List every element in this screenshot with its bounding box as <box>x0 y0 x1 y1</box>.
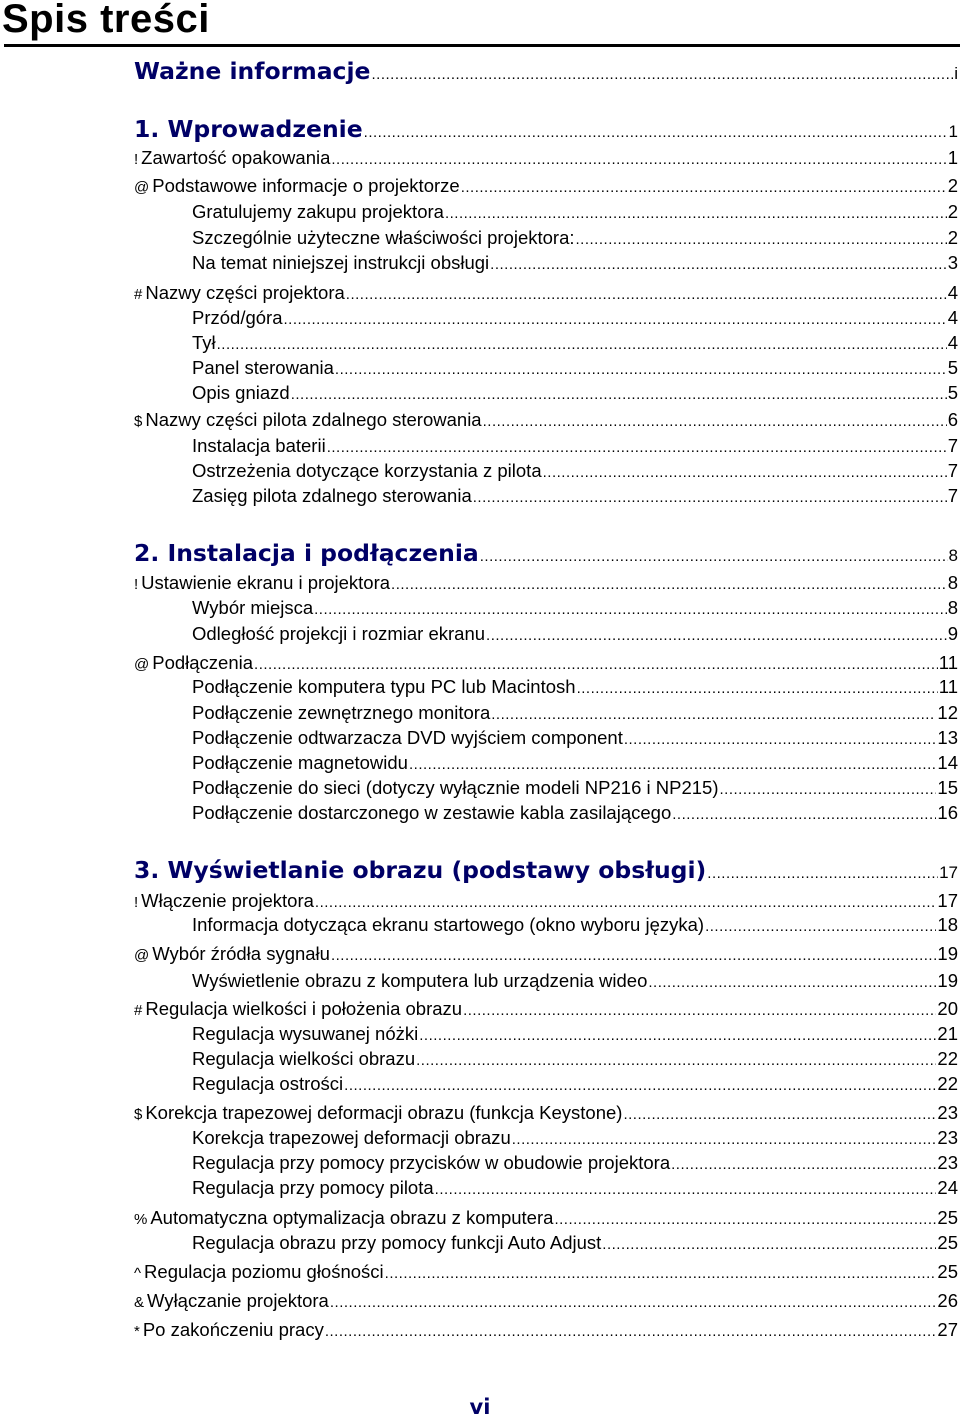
dot-leader <box>461 176 947 200</box>
toc-entry[interactable] <box>134 942 958 968</box>
toc-entry-page: 1 <box>947 147 958 168</box>
toc-entry-page: 17 <box>937 890 958 911</box>
toc-entry[interactable] <box>134 356 958 382</box>
toc-entry-page: 2 <box>947 227 958 248</box>
dot-leader <box>284 308 947 332</box>
toc-entry-marker: @ <box>134 656 150 673</box>
toc-entry-label: Korekcja trapezowej deformacji obrazu (funkcja Keystone) <box>145 1102 623 1123</box>
toc-entry-page: 27 <box>937 1319 958 1340</box>
toc-entry-label: Podłączenie odtwarzacza DVD wyjściem component <box>192 727 623 748</box>
toc-entry-marker: * <box>134 1323 140 1340</box>
toc-entry-page: 2 <box>947 201 958 222</box>
dot-leader <box>291 383 947 407</box>
dot-leader <box>491 703 936 727</box>
toc-entry[interactable] <box>134 997 958 1023</box>
toc-entry[interactable] <box>134 596 958 622</box>
toc-entry-page: 24 <box>937 1177 958 1198</box>
toc-entry-page: 8 <box>947 597 958 618</box>
toc-entry-page: 7 <box>947 460 958 481</box>
toc-entry-label: 3. Wyświetlanie obrazu (podstawy obsługi) <box>134 856 707 884</box>
toc-entry-label: Włączenie projektora <box>141 890 314 911</box>
title-rule <box>4 44 960 47</box>
toc-entry-page: 25 <box>937 1232 958 1253</box>
toc-entry-marker: ! <box>134 151 139 168</box>
toc-entry-marker: % <box>134 1211 148 1228</box>
toc-entry[interactable] <box>134 1176 958 1202</box>
dot-leader <box>409 753 936 777</box>
toc-entry[interactable] <box>134 913 958 939</box>
toc-entry-label: Na temat niniejszej instrukcji obsługi <box>192 252 490 273</box>
toc-entry-page: 7 <box>947 485 958 506</box>
toc-entry-marker: @ <box>134 947 150 964</box>
toc-entry-page: i <box>954 64 958 83</box>
toc-entry-label: Ostrzeżenia dotyczące korzystania z pilota <box>192 460 542 481</box>
toc-entry-label: Odległość projekcji i rozmiar ekranu <box>192 623 486 644</box>
toc-entry-label: Nazwy części projektora <box>145 282 345 303</box>
dot-leader <box>705 915 936 939</box>
toc-entry[interactable] <box>134 226 958 252</box>
toc-entry-label: Automatyczna optymalizacja obrazu z komputera <box>150 1207 554 1228</box>
toc-entry-label: Ustawienie ekranu i projektora <box>141 572 391 593</box>
toc-entry-marker: ! <box>134 894 139 911</box>
toc-entry[interactable] <box>134 969 958 995</box>
toc-entry[interactable] <box>134 1126 958 1152</box>
toc-entry-page: 12 <box>937 702 958 723</box>
dot-leader <box>672 803 936 827</box>
toc-entry[interactable] <box>134 114 958 148</box>
toc-entry-label: Gratulujemy zakupu projektora <box>192 201 444 222</box>
toc-entry-page: 5 <box>947 382 958 403</box>
toc-entry-label: Podłączenie magnetowidu <box>192 752 408 773</box>
dot-leader <box>331 944 936 968</box>
dot-leader <box>483 410 947 434</box>
dot-leader <box>217 333 947 357</box>
dot-leader <box>419 1024 936 1048</box>
toc-entry-marker: & <box>134 1294 145 1311</box>
toc-entry[interactable] <box>134 1289 958 1315</box>
toc-entry-label: Podłączenie komputera typu PC lub Macintosh <box>192 676 576 697</box>
dot-leader <box>512 1128 937 1152</box>
toc-entry[interactable] <box>134 251 958 277</box>
toc-entry-page: 3 <box>947 252 958 273</box>
dot-leader <box>473 486 947 510</box>
toc-entry-label: Regulacja wielkości obrazu <box>192 1048 416 1069</box>
toc-entry-page: 15 <box>937 777 958 798</box>
toc-entry-page: 25 <box>937 1207 958 1228</box>
dot-leader <box>371 60 953 90</box>
toc-entry-label: Podłączenie dostarczonego w zestawie kabla zasilającego <box>192 802 672 823</box>
toc-entry[interactable] <box>134 538 958 572</box>
dot-leader <box>331 148 946 172</box>
toc-entry-page: 22 <box>937 1073 958 1094</box>
toc-entry-marker: # <box>134 286 143 303</box>
toc-entry-label: Podłączenie zewnętrznego monitora <box>192 702 491 723</box>
toc-entry-page: 11 <box>938 676 958 697</box>
toc-entry[interactable] <box>134 331 958 357</box>
dot-leader <box>719 778 936 802</box>
page-title: Spis treści <box>2 0 210 41</box>
toc-entry-page: 8 <box>947 572 958 593</box>
dot-leader <box>577 677 938 701</box>
toc-entry-label: Regulacja ostrości <box>192 1073 344 1094</box>
toc-entry-page: 9 <box>947 623 958 644</box>
toc-entry[interactable] <box>134 200 958 226</box>
dot-leader <box>325 1320 937 1344</box>
dot-leader <box>416 1049 936 1073</box>
toc-entry-page: 6 <box>947 409 958 430</box>
toc-entry[interactable] <box>134 651 958 677</box>
toc-entry-page: 16 <box>937 802 958 823</box>
toc-entry-label: Panel sterowania <box>192 357 334 378</box>
toc-entry-label: Szczególnie użyteczne właściwości projektora: <box>192 227 575 248</box>
toc-entry-marker: ^ <box>134 1265 142 1282</box>
toc-entry-label: Podłączenie do sieci (dotyczy wyłącznie modeli NP216 i NP215) <box>192 777 719 798</box>
toc-entry-page: 22 <box>937 1048 958 1069</box>
toc-entry-page: 23 <box>937 1102 958 1123</box>
dot-leader <box>486 624 947 648</box>
dot-leader <box>391 573 947 597</box>
toc-entry-page: 7 <box>947 435 958 456</box>
toc-entry-label: Regulacja przy pomocy przycisków w obudowie projektora <box>192 1152 671 1173</box>
toc-entry-label: Korekcja trapezowej deformacji obrazu <box>192 1127 511 1148</box>
toc-entry[interactable] <box>134 56 958 90</box>
toc-entry-page: 19 <box>937 943 958 964</box>
toc-entry[interactable] <box>134 306 958 332</box>
toc-entry-label: Przód/góra <box>192 307 283 328</box>
toc-entry-page: 2 <box>947 175 958 196</box>
toc-entry[interactable] <box>134 1231 958 1257</box>
toc-entry[interactable] <box>134 484 958 510</box>
toc-entry-marker: $ <box>134 1106 143 1123</box>
toc-entry[interactable] <box>134 1047 958 1073</box>
toc-entry-page: 26 <box>937 1290 958 1311</box>
toc-entry-marker: @ <box>134 179 150 196</box>
toc-entry[interactable] <box>134 801 958 827</box>
toc-entry-label: Regulacja wysuwanej nóżki <box>192 1023 419 1044</box>
toc-entry[interactable] <box>134 776 958 802</box>
dot-leader <box>254 653 938 677</box>
toc-entry-page: 18 <box>937 914 958 935</box>
dot-leader <box>576 228 947 252</box>
toc-entry-label: Informacja dotycząca ekranu startowego (okno wyboru języka) <box>192 914 705 935</box>
dot-leader <box>344 1074 936 1098</box>
dot-leader <box>463 999 936 1023</box>
dot-leader <box>671 1153 936 1177</box>
toc-entry[interactable] <box>134 1318 958 1344</box>
dot-leader <box>435 1178 937 1202</box>
toc-entry[interactable] <box>134 146 958 172</box>
toc-entry[interactable] <box>134 281 958 307</box>
toc-entry-marker: $ <box>134 413 143 430</box>
toc-entry-page: 8 <box>948 546 958 565</box>
toc-entry[interactable] <box>134 1072 958 1098</box>
dot-leader <box>624 728 937 752</box>
toc-entry-label: Ważne informacje <box>134 57 371 85</box>
toc-entry-page: 4 <box>947 332 958 353</box>
toc-entry-label: Wyłączanie projektora <box>147 1290 329 1311</box>
toc-entry-label: Tył <box>192 332 216 353</box>
toc-entry-label: Po zakończeniu pracy <box>142 1319 324 1340</box>
toc-entry[interactable] <box>134 701 958 727</box>
toc-entry[interactable] <box>134 622 958 648</box>
toc-entry-page: 5 <box>947 357 958 378</box>
toc-entry-page: 23 <box>937 1152 958 1173</box>
toc-entry-page: 17 <box>939 863 958 882</box>
toc-entry-page: 23 <box>937 1127 958 1148</box>
toc-entry-label: Zasięg pilota zdalnego sterowania <box>192 485 472 506</box>
dot-leader <box>480 542 948 572</box>
toc-entry-page: 1 <box>948 122 958 141</box>
toc-entry-page: 20 <box>937 998 958 1019</box>
toc-entry-label: Wybór źródła sygnału <box>152 943 330 964</box>
dot-leader <box>445 202 947 226</box>
toc-entry-label: Podstawowe informacje o projektorze <box>152 175 460 196</box>
toc-entry[interactable] <box>134 855 958 889</box>
toc-entry[interactable] <box>134 459 958 485</box>
toc-entry[interactable] <box>134 408 958 434</box>
dot-leader <box>648 971 936 995</box>
toc-entry-label: 2. Instalacja i podłączenia <box>134 539 479 567</box>
toc-entry-marker: # <box>134 1002 143 1019</box>
dot-leader <box>327 436 947 460</box>
dot-leader <box>364 118 948 148</box>
toc-entry[interactable] <box>134 1151 958 1177</box>
page-number: vi <box>469 1395 491 1419</box>
toc-entry[interactable] <box>134 726 958 752</box>
dot-leader <box>623 1103 936 1127</box>
dot-leader <box>330 1291 937 1315</box>
toc-entry[interactable] <box>134 1022 958 1048</box>
toc-entry-label: Regulacja przy pomocy pilota <box>192 1177 434 1198</box>
toc-entry-page: 13 <box>937 727 958 748</box>
dot-leader <box>315 891 937 915</box>
toc-entry[interactable] <box>134 174 958 200</box>
toc-entry-label: Zawartość opakowania <box>141 147 331 168</box>
toc-entry-label: Regulacja obrazu przy pomocy funkcji Auto Adjust <box>192 1232 602 1253</box>
toc-entry-page: 4 <box>947 307 958 328</box>
toc-entry[interactable] <box>134 1206 958 1232</box>
toc-entry[interactable] <box>134 1260 958 1286</box>
toc-entry-label: Opis gniazd <box>192 382 290 403</box>
toc-entry[interactable] <box>134 571 958 597</box>
toc-entry[interactable] <box>134 751 958 777</box>
toc-entry-label: Regulacja wielkości i położenia obrazu <box>145 998 463 1019</box>
dot-leader <box>602 1233 936 1257</box>
toc-entry[interactable] <box>134 675 958 701</box>
toc-entry-page: 19 <box>937 970 958 991</box>
dot-leader <box>707 859 938 889</box>
toc-entry-page: 25 <box>937 1261 958 1282</box>
toc-entry-page: 11 <box>938 652 958 673</box>
toc-entry[interactable] <box>134 381 958 407</box>
dot-leader <box>490 253 947 277</box>
dot-leader <box>346 283 947 307</box>
dot-leader <box>554 1208 936 1232</box>
toc-entry-label: Podłączenia <box>152 652 254 673</box>
toc-entry-marker: ! <box>134 576 139 593</box>
dot-leader <box>335 358 947 382</box>
toc-entry[interactable] <box>134 1101 958 1127</box>
toc-entry-label: Nazwy części pilota zdalnego sterowania <box>145 409 482 430</box>
toc-entry-label: Instalacja baterii <box>192 435 326 456</box>
toc-entry-label: Regulacja poziomu głośności <box>144 1261 384 1282</box>
dot-leader <box>314 598 947 622</box>
toc-entry-label: 1. Wprowadzenie <box>134 115 363 143</box>
toc-entry-label: Wybór miejsca <box>192 597 314 618</box>
toc-entry-page: 21 <box>937 1023 958 1044</box>
dot-leader <box>543 461 947 485</box>
toc-entry[interactable] <box>134 889 958 915</box>
dot-leader <box>385 1262 937 1286</box>
toc-entry-page: 4 <box>947 282 958 303</box>
toc-entry[interactable] <box>134 434 958 460</box>
toc-entry-label: Wyświetlenie obrazu z komputera lub urządzenia wideo <box>192 970 648 991</box>
toc-entry-page: 14 <box>937 752 958 773</box>
